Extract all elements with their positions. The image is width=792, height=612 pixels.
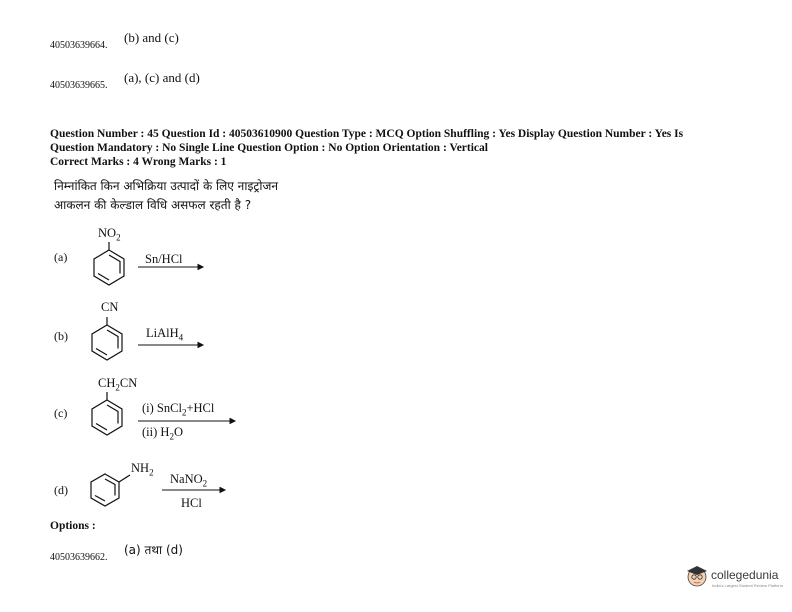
- option-id: 40503639662.: [50, 552, 108, 563]
- option-text: (a) तथा (d): [124, 543, 183, 557]
- options-label: Options :: [50, 520, 96, 532]
- option-text: (b) and (c): [124, 30, 179, 45]
- reaction-a-group: $NO_2$: [98, 226, 121, 243]
- reaction-b-label: (b): [54, 329, 68, 343]
- logo-tagline: India's Largest Student Review Platform: [712, 583, 784, 588]
- reaction-a-reagent: Sn/HCl: [145, 252, 183, 266]
- reaction-d-label: (d): [54, 483, 68, 497]
- option-text: (a), (c) and (d): [124, 70, 200, 85]
- question-text-line2: आकलन की केल्डाल विधि असफल रहती है ?: [54, 198, 252, 212]
- reaction-b-reagent: LiAlH$_4$: [146, 326, 184, 343]
- reaction-c-group: $CH_2CN$: [98, 376, 138, 393]
- logo-name: collegedunia: [711, 568, 779, 582]
- question-text-line1: निम्नांकित किन अभिक्रिया उत्पादों के लिए नाइट्रोजन: [54, 179, 279, 193]
- reaction-d-reagent-bottom: HCl: [181, 496, 202, 510]
- option-id: 40503639665.: [50, 80, 108, 91]
- reaction-c-reagent-top: (i) SnCl$_2$+HCl: [142, 401, 215, 418]
- reaction-d-reagent-top: NaNO$_2$: [170, 472, 208, 489]
- reaction-c-reagent-bottom: (ii) $H_2O$: [142, 425, 183, 442]
- reaction-b-group: CN: [101, 300, 119, 314]
- question-header-line2: Question Mandatory : No Single Line Question Option : No Option Orientation : Vertical: [50, 142, 488, 154]
- benzene-ring-icon: [91, 474, 130, 506]
- reaction-c-label: (c): [54, 406, 68, 420]
- option-id: 40503639664.: [50, 40, 108, 51]
- reaction-d-group: $NH_2$: [131, 461, 154, 478]
- reaction-a-label: (a): [54, 250, 68, 264]
- question-marks: Correct Marks : 4 Wrong Marks : 1: [50, 156, 227, 168]
- mascot-icon: [685, 564, 709, 588]
- question-header-line1: Question Number : 45 Question Id : 40503610900 Question Type : MCQ Option Shuffling : Yes Display Question Number : Yes Is: [50, 128, 684, 140]
